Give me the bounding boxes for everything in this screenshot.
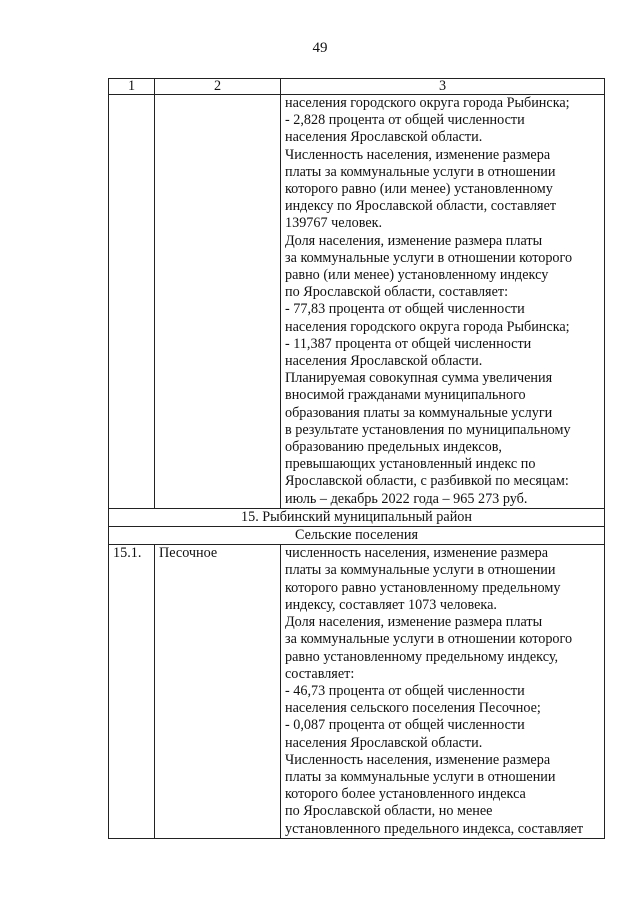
- text-line: по Ярославской области, но менее: [285, 803, 493, 820]
- text-line: в результате установления по муниципальному: [285, 421, 571, 438]
- text-line: населения Ярославской области.: [285, 129, 483, 146]
- text-line: которого равно установленному предельному: [285, 579, 561, 596]
- row-name: Песочное: [155, 545, 281, 838]
- text-line: - 77,83 процента от общей численности: [285, 301, 525, 318]
- text-line: численность населения, изменение размера: [285, 545, 549, 562]
- text-line: индексу, составляет 1073 человека.: [285, 596, 497, 613]
- header-col-2: 2: [155, 79, 281, 95]
- text-line: населения Ярославской области.: [285, 353, 483, 370]
- text-line: составляет:: [285, 665, 355, 682]
- text-line: Доля населения, изменение размера платы: [285, 232, 543, 249]
- section-title: 15. Рыбинский муниципальный район: [109, 508, 605, 526]
- text-line: за коммунальные услуги в отношении которого: [285, 249, 573, 266]
- text-line: образованию предельных индексов,: [285, 439, 502, 456]
- text-line: которого более установленного индекса: [285, 786, 526, 803]
- text-line: вносимой гражданами муниципального: [285, 387, 526, 404]
- text-line: Ярославской области, с разбивкой по месяцам:: [285, 473, 569, 490]
- text-line: - 46,73 процента от общей численности: [285, 682, 525, 699]
- header-col-3: 3: [281, 79, 605, 95]
- section-row: [109, 508, 605, 526]
- text-line: платы за коммунальные услуги в отношении: [285, 562, 556, 579]
- text-line: за коммунальные услуги в отношении которого: [285, 631, 573, 648]
- continuation-number-cell: [109, 95, 155, 509]
- row-number: 15.1.: [109, 545, 155, 838]
- continuation-text-cell: [281, 95, 605, 509]
- text-line: платы за коммунальные услуги в отношении: [285, 163, 556, 180]
- text-line: равно установленному предельному индексу,: [285, 648, 559, 665]
- text-line: платы за коммунальные услуги в отношении: [285, 768, 556, 785]
- text-line: превышающих установленный индекс по: [285, 456, 536, 473]
- text-line: установленного предельного индекса, составляет: [285, 820, 584, 837]
- table-row: [109, 545, 605, 838]
- text-line: по Ярославской области, составляет:: [285, 284, 509, 301]
- text-line: 139767 человек.: [285, 215, 383, 232]
- text-line: Численность населения, изменение размера: [285, 751, 551, 768]
- tariff-table: [108, 78, 605, 839]
- text-line: Планируемая совокупная сумма увеличения: [285, 370, 553, 387]
- text-line: - 11,387 процента от общей численности: [285, 335, 532, 352]
- text-line: равно (или менее) установленному индексу: [285, 267, 549, 284]
- page-number: 49: [312, 40, 328, 56]
- text-line: - 0,087 процента от общей численности: [285, 717, 525, 734]
- subsection-title: Сельские поселения: [109, 527, 605, 545]
- text-line: Численность населения, изменение размера: [285, 146, 551, 163]
- text-line: - 2,828 процента от общей численности: [285, 112, 525, 129]
- text-line: населения городского округа города Рыбинска;: [285, 95, 570, 111]
- text-line: населения сельского поселения Песочное;: [285, 700, 541, 717]
- text-line: образования платы за коммунальные услуги: [285, 404, 553, 421]
- continuation-name-cell: [155, 95, 281, 509]
- text-line: населения Ярославской области.: [285, 734, 483, 751]
- text-line: июль – декабрь 2022 года – 965 273 руб.: [285, 490, 528, 507]
- header-row: [109, 79, 605, 95]
- header-col-1: 1: [109, 79, 155, 95]
- row-text-cell: [281, 545, 605, 838]
- text-line: Доля населения, изменение размера платы: [285, 614, 543, 631]
- text-line: которого равно (или менее) установленному: [285, 181, 553, 198]
- text-line: населения городского округа города Рыбинска;: [285, 318, 570, 335]
- text-line: индексу по Ярославской области, составляет: [285, 198, 557, 215]
- subsection-row: [109, 527, 605, 545]
- continuation-row: [109, 95, 605, 509]
